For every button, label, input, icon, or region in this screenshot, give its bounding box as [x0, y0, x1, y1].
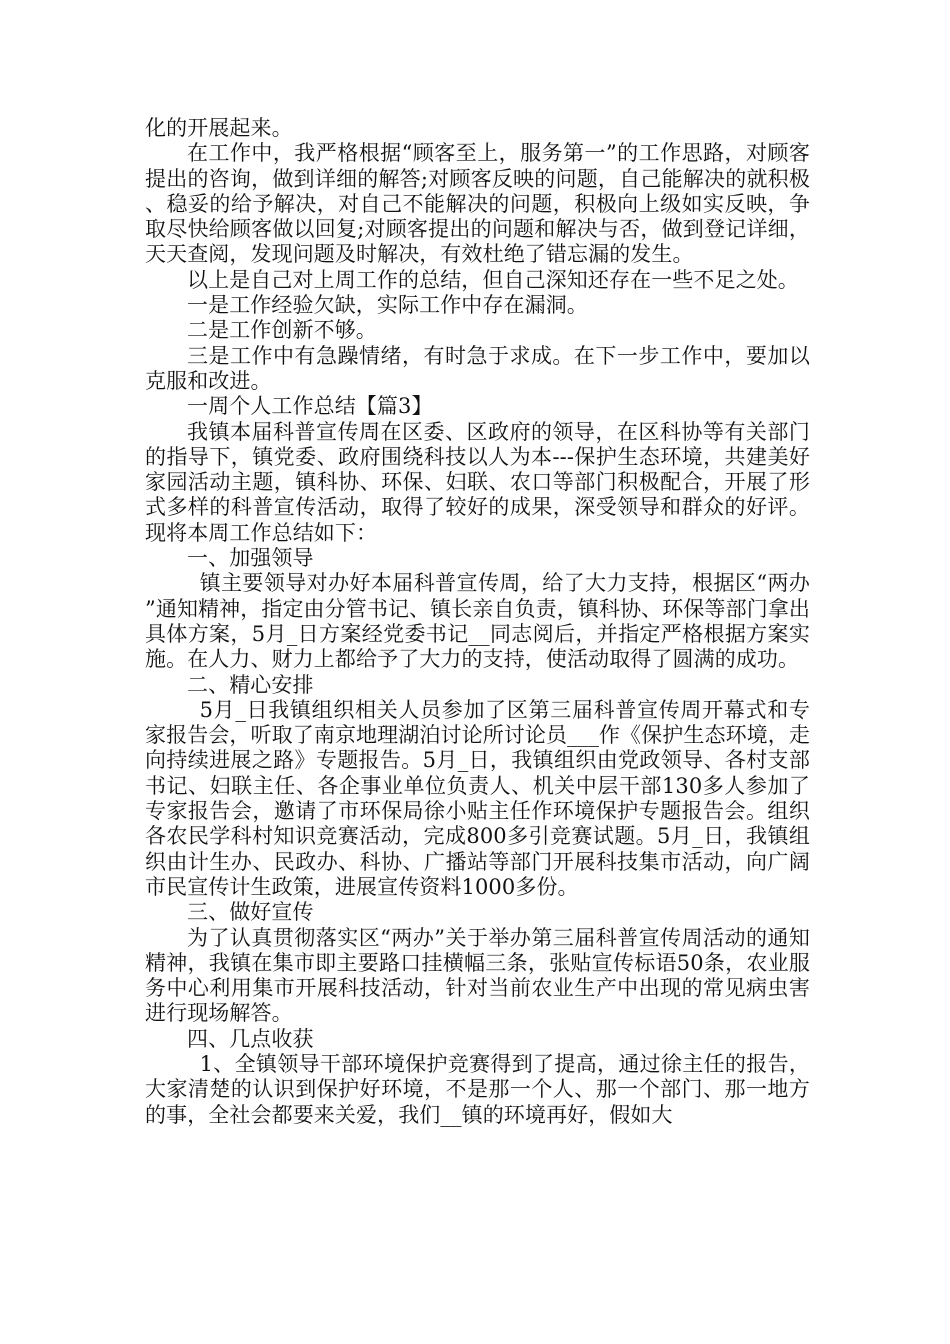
paragraph-shortcoming-2: 二是工作创新不够。	[187, 318, 377, 343]
paragraph-publicity: 为了认真贯彻落实区“两办”关于举办第三届科普宣传周活动的通知精神，我镇在集市即主要路口挂横幅三条，张贴宣传标语50条，农业服务中心利用集市开展科技活动，针对当前农业生产中出现的常见病虫害进行现场解答。	[145, 925, 810, 1026]
subheading-leadership: 一、加强领导	[187, 546, 314, 571]
subheading-publicity: 三、做好宣传	[187, 900, 314, 925]
section-title-part-3: 一周个人工作总结【篇3】	[187, 394, 433, 419]
paragraph-continuation: 化的开展起来。	[145, 116, 293, 140]
document-body	[145, 116, 810, 1128]
paragraph-arrangement: 5月_日我镇组织相关人员参加了区第三届科普宣传周开幕式和专家报告会，听取了南京地理湖泊讨论所讨论员___作《保护生态环境，走向持续进展之路》专题报告。5月_日，我镇组织由党政领导、各村支部书记、妇联主任、各企事业单位负责人、机关中层干部130多人参加了专家报告会，邀请了市环保局徐小贴主任作环境保护专题报告会。组织各农民学科村知识竞赛活动，完成800多引竞赛试题。5月_日，我镇组织由计生办、民政办、科协、广播站等部门开展科技集市活动，向广阔市民宣传计生政策，进展宣传资料1000多份。	[145, 697, 810, 899]
paragraph-summary-shortcomings: 以上是自己对上周工作的总结，但自己深知还存在一些不足之处。	[187, 267, 799, 292]
paragraph-work-approach: 在工作中，我严格根据“顾客至上，服务第一”的工作思路，对顾客提出的咨询，做到详细的解答;对顾客反映的问题，自己能解决的就积极、稳妥的给予解决，对自己不能解决的问题，积极向上级如实反映，争取尽快给顾客做以回复;对顾客提出的问题和解决与否，做到登记详细，天天查阅，发现问题及时解决，有效杜绝了错忘漏的发生。	[145, 141, 810, 267]
subheading-arrangement: 二、精心安排	[187, 672, 314, 697]
paragraph-intro-science-week: 我镇本届科普宣传周在区委、区政府的领导，在区科协等有关部门的指导下，镇党委、政府围绕科技以人为本---保护生态环境，共建美好家园活动主题，镇科协、环保、妇联、农口等部门积极配合，开展了形式多样的科普宣传活动，取得了较好的成果，深受领导和群众的好评。现将本周工作总结如下：	[145, 419, 810, 545]
paragraph-gains-1: 1、全镇领导干部环境保护竞赛得到了提高，通过徐主任的报告，大家清楚的认识到保护好环境，不是那一个人、那一个部门、那一地方的事，全社会都要来关爱，我们__镇的环境再好，假如大	[145, 1051, 810, 1127]
subheading-gains: 四、几点收获	[187, 1026, 314, 1051]
paragraph-leadership: 镇主要领导对办好本届科普宣传周，给了大力支持，根据区“两办”通知精神，指定由分管书记、镇长亲自负责，镇科协、环保等部门拿出具体方案，5月_日方案经党委书记__同志阅后，并指定严格根据方案实施。在人力、财力上都给予了大力的支持，使活动取得了圆满的成功。	[145, 571, 810, 672]
paragraph-shortcoming-1: 一是工作经验欠缺，实际工作中存在漏洞。	[187, 293, 588, 318]
paragraph-shortcoming-3: 三是工作中有急躁情绪，有时急于求成。在下一步工作中，要加以克服和改进。	[145, 343, 810, 393]
